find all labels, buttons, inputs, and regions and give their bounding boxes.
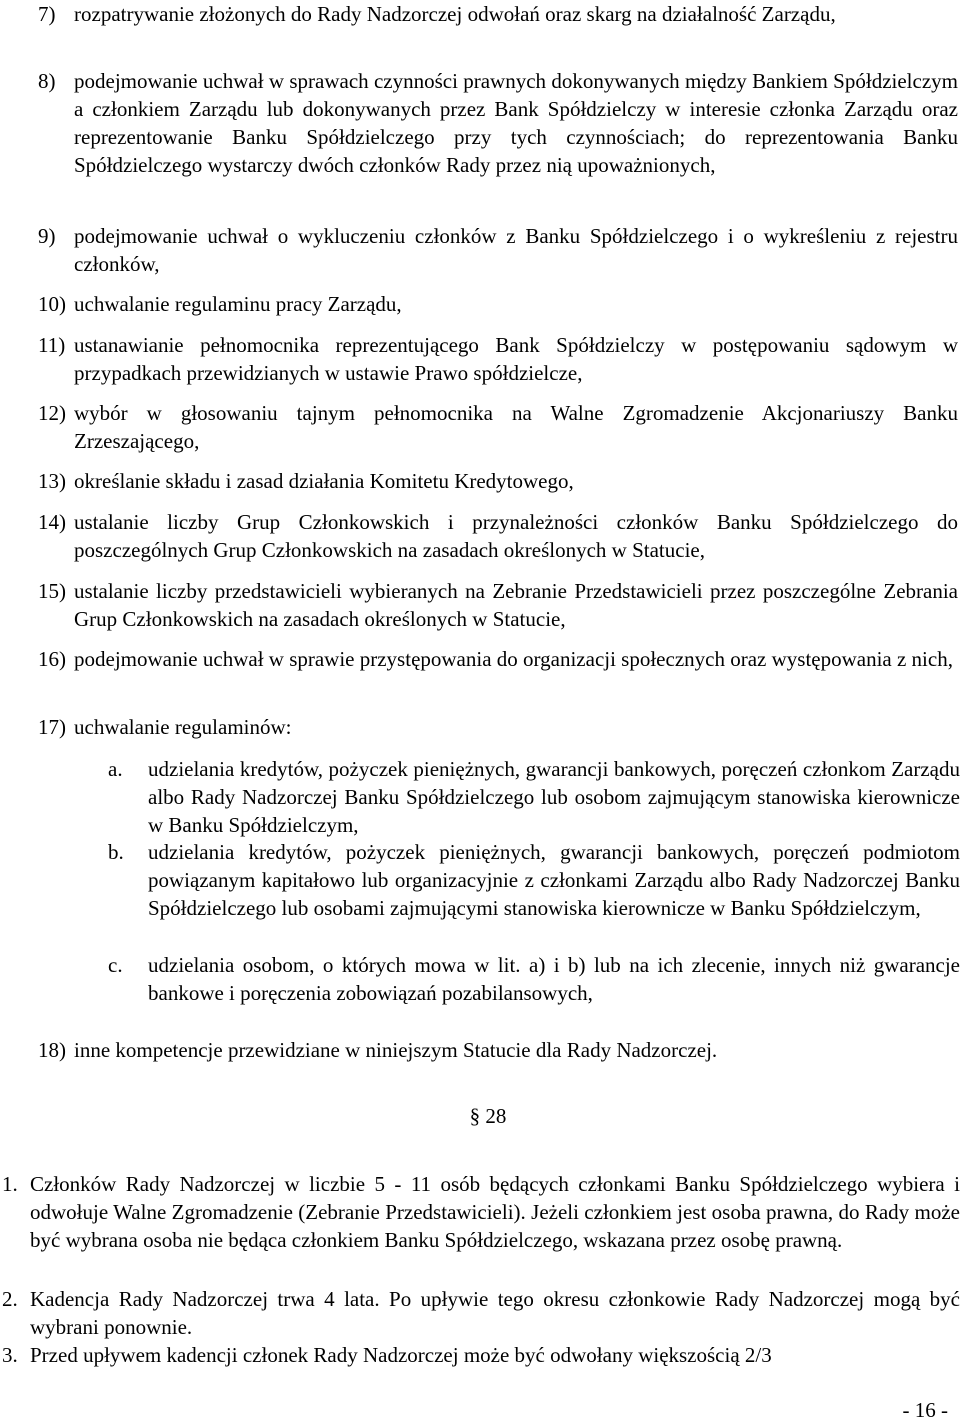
- list-item-number: 12): [38, 401, 66, 425]
- section-symbol: §: [469, 1104, 481, 1128]
- list-item-number: 17): [38, 715, 66, 739]
- list-item-number: 11): [38, 333, 66, 357]
- list-item-text: wybór w głosowaniu tajnym pełnomocnika na Walne Zgromadzenie Akcjonariuszy Banku Zrzeszającego,: [74, 401, 958, 453]
- list-item-7: [38, 0, 958, 28]
- list-item-number: 16): [38, 647, 66, 671]
- list-item-text: uchwalanie regulaminów:: [74, 715, 292, 739]
- list-item-number: 8): [38, 69, 56, 93]
- sub-item-c: [108, 951, 960, 1007]
- paragraph-3: [0, 1341, 960, 1369]
- list-item-12: [38, 399, 958, 455]
- paragraph-1: [0, 1170, 960, 1254]
- list-item-text: podejmowanie uchwał w sprawie przystępowania do organizacji społecznych oraz występowania z nich,: [74, 647, 953, 671]
- sub-item-text: udzielania kredytów, pożyczek pieniężnych, gwarancji bankowych, poręczeń podmiotom powiązanym kapitałowo lub organizacyjnie z członkami Zarządu albo Rady Nadzorczej Banku Spółdzielczego lub osobami zajmującymi stanowiska kierownicze w Banku Spółdzielczym,: [148, 840, 960, 921]
- page-number: - 16 -: [902, 1398, 948, 1422]
- sub-item-letter: a.: [108, 757, 123, 781]
- list-item-text: rozpatrywanie złożonych do Rady Nadzorczej odwołań oraz skarg na działalność Zarządu,: [74, 2, 836, 26]
- list-item-number: 7): [38, 2, 56, 26]
- paragraph-number: 3.: [2, 1343, 18, 1367]
- list-item-17: [38, 713, 958, 741]
- list-item-number: 18): [38, 1038, 66, 1062]
- list-item-number: 14): [38, 510, 66, 534]
- list-item-13: [38, 467, 958, 495]
- list-item-number: 9): [38, 224, 56, 248]
- list-item-text: podejmowanie uchwał o wykluczeniu członków z Banku Spółdzielczego i o wykreśleniu z rejestru członków,: [74, 224, 958, 276]
- list-item-text: ustanawianie pełnomocnika reprezentującego Bank Spółdzielczy w postępowaniu sądowym w przypadkach przewidzianych w ustawie Prawo spółdzielcze,: [74, 333, 958, 385]
- sub-item-b: [108, 838, 960, 923]
- list-item-text: ustalanie liczby przedstawicieli wybieranych na Zebranie Przedstawicieli przez poszczególne Zebrania Grup Członkowskich na zasadach określonych w Statucie,: [74, 579, 958, 631]
- list-item-text: ustalanie liczby Grup Członkowskich i przynależności członków Banku Spółdzielczego do poszczególnych Grup Członkowskich na zasadach określonych w Statucie,: [74, 510, 958, 562]
- list-item-9: [38, 222, 958, 278]
- paragraph-text: Członków Rady Nadzorczej w liczbie 5 - 11 osób będących członkami Banku Spółdzielczego wybiera i odwołuje Walne Zgromadzenie (Zebranie Przedstawicieli). Jeżeli członkiem jest osoba prawna, do Rady może być wybrana osoba nie będąca członkiem Banku Spółdzielczego, wskazana przez osobę prawną.: [30, 1172, 960, 1252]
- paragraph-number: 1.: [2, 1172, 18, 1196]
- paragraph-number: 2.: [2, 1287, 18, 1311]
- list-item-18: [38, 1036, 958, 1064]
- list-item-number: 10): [38, 292, 66, 316]
- list-item-8: [38, 67, 958, 179]
- list-item-number: 15): [38, 579, 66, 603]
- list-item-11: [38, 331, 958, 387]
- section-number: 28: [485, 1104, 507, 1128]
- paragraph-text: Przed upływem kadencji członek Rady Nadzorczej może być odwołany większością 2/3: [30, 1343, 772, 1367]
- list-item-text: uchwalanie regulaminu pracy Zarządu,: [74, 292, 402, 316]
- list-item-text: określanie składu i zasad działania Komitetu Kredytowego,: [74, 469, 574, 493]
- paragraph-text: Kadencja Rady Nadzorczej trwa 4 lata. Po upływie tego okresu członkowie Rady Nadzorczej mogą być wybrani ponownie.: [30, 1287, 960, 1339]
- list-item-16: [38, 645, 958, 673]
- paragraph-2: [0, 1285, 960, 1341]
- list-item-14: [38, 508, 958, 564]
- list-item-text: inne kompetencje przewidziane w niniejszym Statucie dla Rady Nadzorczej.: [74, 1038, 718, 1062]
- list-item-text: podejmowanie uchwał w sprawach czynności prawnych dokonywanych między Bankiem Spółdzielczym a członkiem Zarządu lub dokonywanych przez Bank Spółdzielczy w interesie członka Zarządu oraz reprezentowanie Banku Spółdzielczego przy tych czynnościach; do reprezentowania Banku Spółdzielczego wystarczy dwóch członków Rady przez nią upoważnionych,: [74, 69, 958, 177]
- sub-item-letter: b.: [108, 840, 124, 864]
- sub-item-letter: c.: [108, 953, 123, 977]
- sub-item-a: [108, 755, 960, 840]
- list-item-number: 13): [38, 469, 66, 493]
- sub-item-text: udzielania kredytów, pożyczek pieniężnych, gwarancji bankowych, poręczeń członkom Zarządu albo Rady Nadzorczej Banku Spółdzielczego lub osobom zajmującym stanowiska kierownicze w Banku Spółdzielczym,: [148, 757, 960, 838]
- list-item-10: [38, 290, 958, 318]
- section-heading: [0, 1102, 960, 1130]
- sub-item-text: udzielania osobom, o których mowa w lit. a) i b) lub na ich zlecenie, innych niż gwarancje bankowe i poręczenia zobowiązań pozabilansowych,: [148, 953, 960, 1006]
- list-item-15: [38, 577, 958, 633]
